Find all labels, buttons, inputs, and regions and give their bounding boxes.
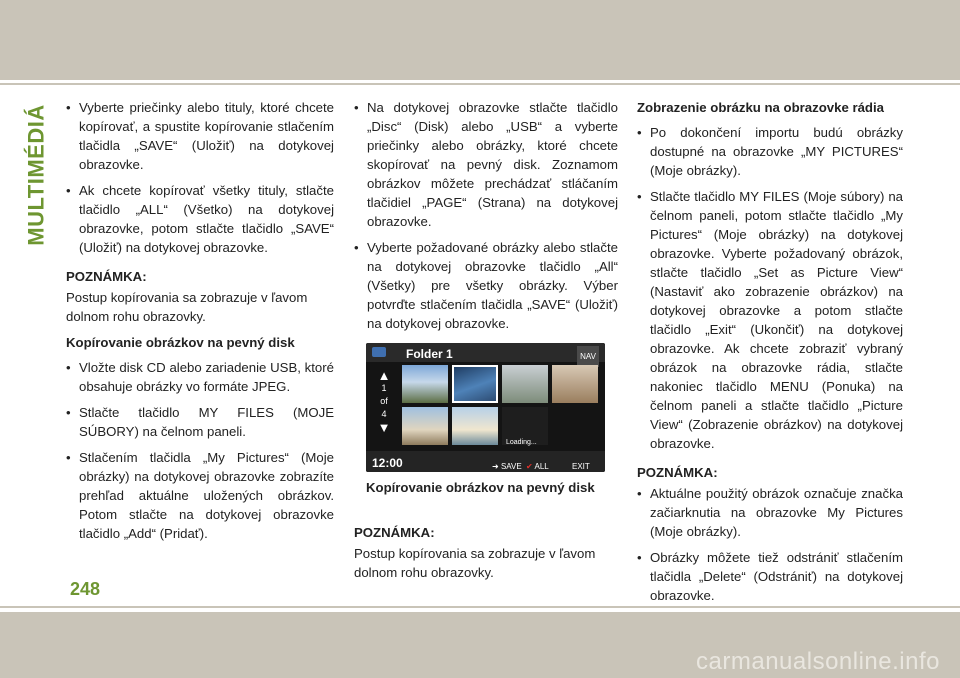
all-button (526, 457, 549, 472)
clock: 12:00 (372, 456, 403, 470)
thumbnail (452, 407, 498, 445)
list-item: • Vyberte priečinky alebo tituly, ktoré chcete kopírovať, a spustite kopírovanie stlačením tlačidla „SAVE“ (Uložiť) na dotykovej obrazovke. (66, 98, 334, 174)
exit-button: EXIT (572, 462, 590, 471)
thumbnail (402, 365, 448, 403)
thumbnail (502, 365, 548, 403)
figure-caption: Kopírovanie obrázkov na pevný disk (366, 480, 595, 495)
thumbnail (402, 407, 448, 445)
thumbnail-selected (452, 365, 498, 403)
page-total: 4 (381, 409, 387, 419)
save-label: SAVE (500, 462, 522, 471)
list-item: • Ak chcete kopírovať všetky tituly, stlačte tlačidlo „ALL“ (Všetko) na dotykovej obrazovke, potom stlačte tlačidlo „SAVE“ (Uložiť) na dotykovej obrazovke. (66, 181, 334, 257)
screen-title: Folder 1 (406, 347, 453, 361)
list-item: • Stlačte tlačidlo MY FILES (MOJE SÚBORY) na čelnom paneli. (66, 403, 334, 441)
select-steps-list (354, 98, 618, 333)
list-item: • Po dokončení importu budú obrázky dostupné na obrazovke „MY PICTURES“ (Moje obrázky). (637, 123, 903, 180)
note-heading: POZNÁMKA: (354, 525, 435, 540)
column-3 (637, 98, 903, 612)
nav-button: NAV (577, 346, 599, 367)
page-up-icon: ▲ (377, 368, 391, 383)
note-heading: POZNÁMKA: (66, 269, 147, 284)
list-item: • Obrázky môžete tiež odstrániť stlačením tlačidla „Delete“ (Odstrániť) na dotykovej obrazovke. (637, 548, 903, 605)
screen-title-bar (366, 343, 605, 362)
section-tab-label: MULTIMÉDIÁ (24, 104, 49, 246)
header-band (0, 0, 960, 80)
note-text: Postup kopírovania sa zobrazuje v ľavom dolnom rohu obrazovky. (354, 546, 596, 580)
checkmark-icon: ✔ (526, 462, 535, 471)
list-item: • Stlačte tlačidlo MY FILES (Moje súbory) na čelnom paneli, potom stlačte tlačidlo „My Pictures“ (Moje obrázky) na dotykovej obrazovke. Vyberte požadovaný obrázok, stlačte tlačidlo „Set as Picture View“ (Nastaviť ako zobrazenie obrázkov) na dotykovej obrazovke a potom stlačte tlačidlo „Exit“ (Ukončiť) na dotykovej obrazovke. Ak chcete zobraziť vybraný obrázok na obrazovke rádia, stlačte nakoniec tlačidlo MENU (Ponuka) na čelnom paneli a stlačte tlačidlo „Picture View“ (Zobrazenie obrázkov) na dotykovej obrazovke. (637, 187, 903, 453)
note-text: Postup kopírovania sa zobrazuje v ľavom dolnom rohu obrazovky. (66, 290, 308, 324)
note-list (637, 484, 903, 605)
loading-thumbnail (502, 407, 548, 445)
list-item: • Na dotykovej obrazovke stlačte tlačidlo „Disc“ (Disk) alebo „USB“ a vyberte priečinky alebo obrázky, ktoré chcete skopírovať na pevný disk. Zoznamom obrázkov môžete prechádzať stláčaním tlačidiel „PAGE“ (Strana) na dotykovej obrazovke. (354, 98, 618, 231)
list-item: • Vložte disk CD alebo zariadenie USB, ktoré obsahuje obrázky vo formáte JPEG. (66, 358, 334, 396)
loading-text: Loading... (506, 439, 537, 446)
footer-rule (0, 606, 960, 608)
list-item: • Stlačením tlačidla „My Pictures“ (Moje obrázky) na dotykovej obrazovke zobrazíte prehľad aktuálne uložených obrázkov. Potom stlačte na dotykovej obrazovke tlačidlo „Add“ (Pridať). (66, 448, 334, 543)
column-2 (354, 98, 618, 589)
radio-screen-figure (366, 343, 605, 472)
view-steps-list (637, 123, 903, 453)
section-tab (26, 100, 48, 250)
save-arrow-icon: ➜ (492, 462, 501, 471)
page-current: 1 (381, 383, 387, 393)
copy-steps-list (66, 98, 334, 257)
all-label: ALL (534, 462, 549, 471)
note-heading: POZNÁMKA: (637, 465, 718, 480)
list-item: • Vyberte požadované obrázky alebo stlačte na dotykovej obrazovke tlačidlo „All“ (Všetky) pre všetky obrázky. Výber potvrďte stlačením tlačidla „SAVE“ (Uložiť) na dotykovej obrazovke. (354, 238, 618, 333)
list-item: • Aktuálne použitý obrázok označuje značka začiarknutia na obrazovke My Pictures (Moje obrázky). (637, 484, 903, 541)
watermark: carmanualsonline.info (696, 648, 940, 675)
page-number: 248 (70, 579, 101, 599)
thumbnail (552, 365, 598, 403)
section-heading: Zobrazenie obrázku na obrazovke rádia (637, 100, 884, 115)
import-steps-list (66, 358, 334, 543)
header-rule (0, 83, 960, 85)
thumbnail-grid (402, 365, 600, 447)
screen-bottom-bar (366, 451, 605, 472)
column-1 (66, 98, 334, 550)
page-controls (372, 369, 396, 434)
section-heading: Kopírovanie obrázkov na pevný disk (66, 335, 295, 350)
page-down-icon: ▼ (377, 420, 391, 435)
folder-icon (372, 347, 386, 357)
save-button (492, 457, 522, 472)
page-of: of (380, 396, 388, 406)
